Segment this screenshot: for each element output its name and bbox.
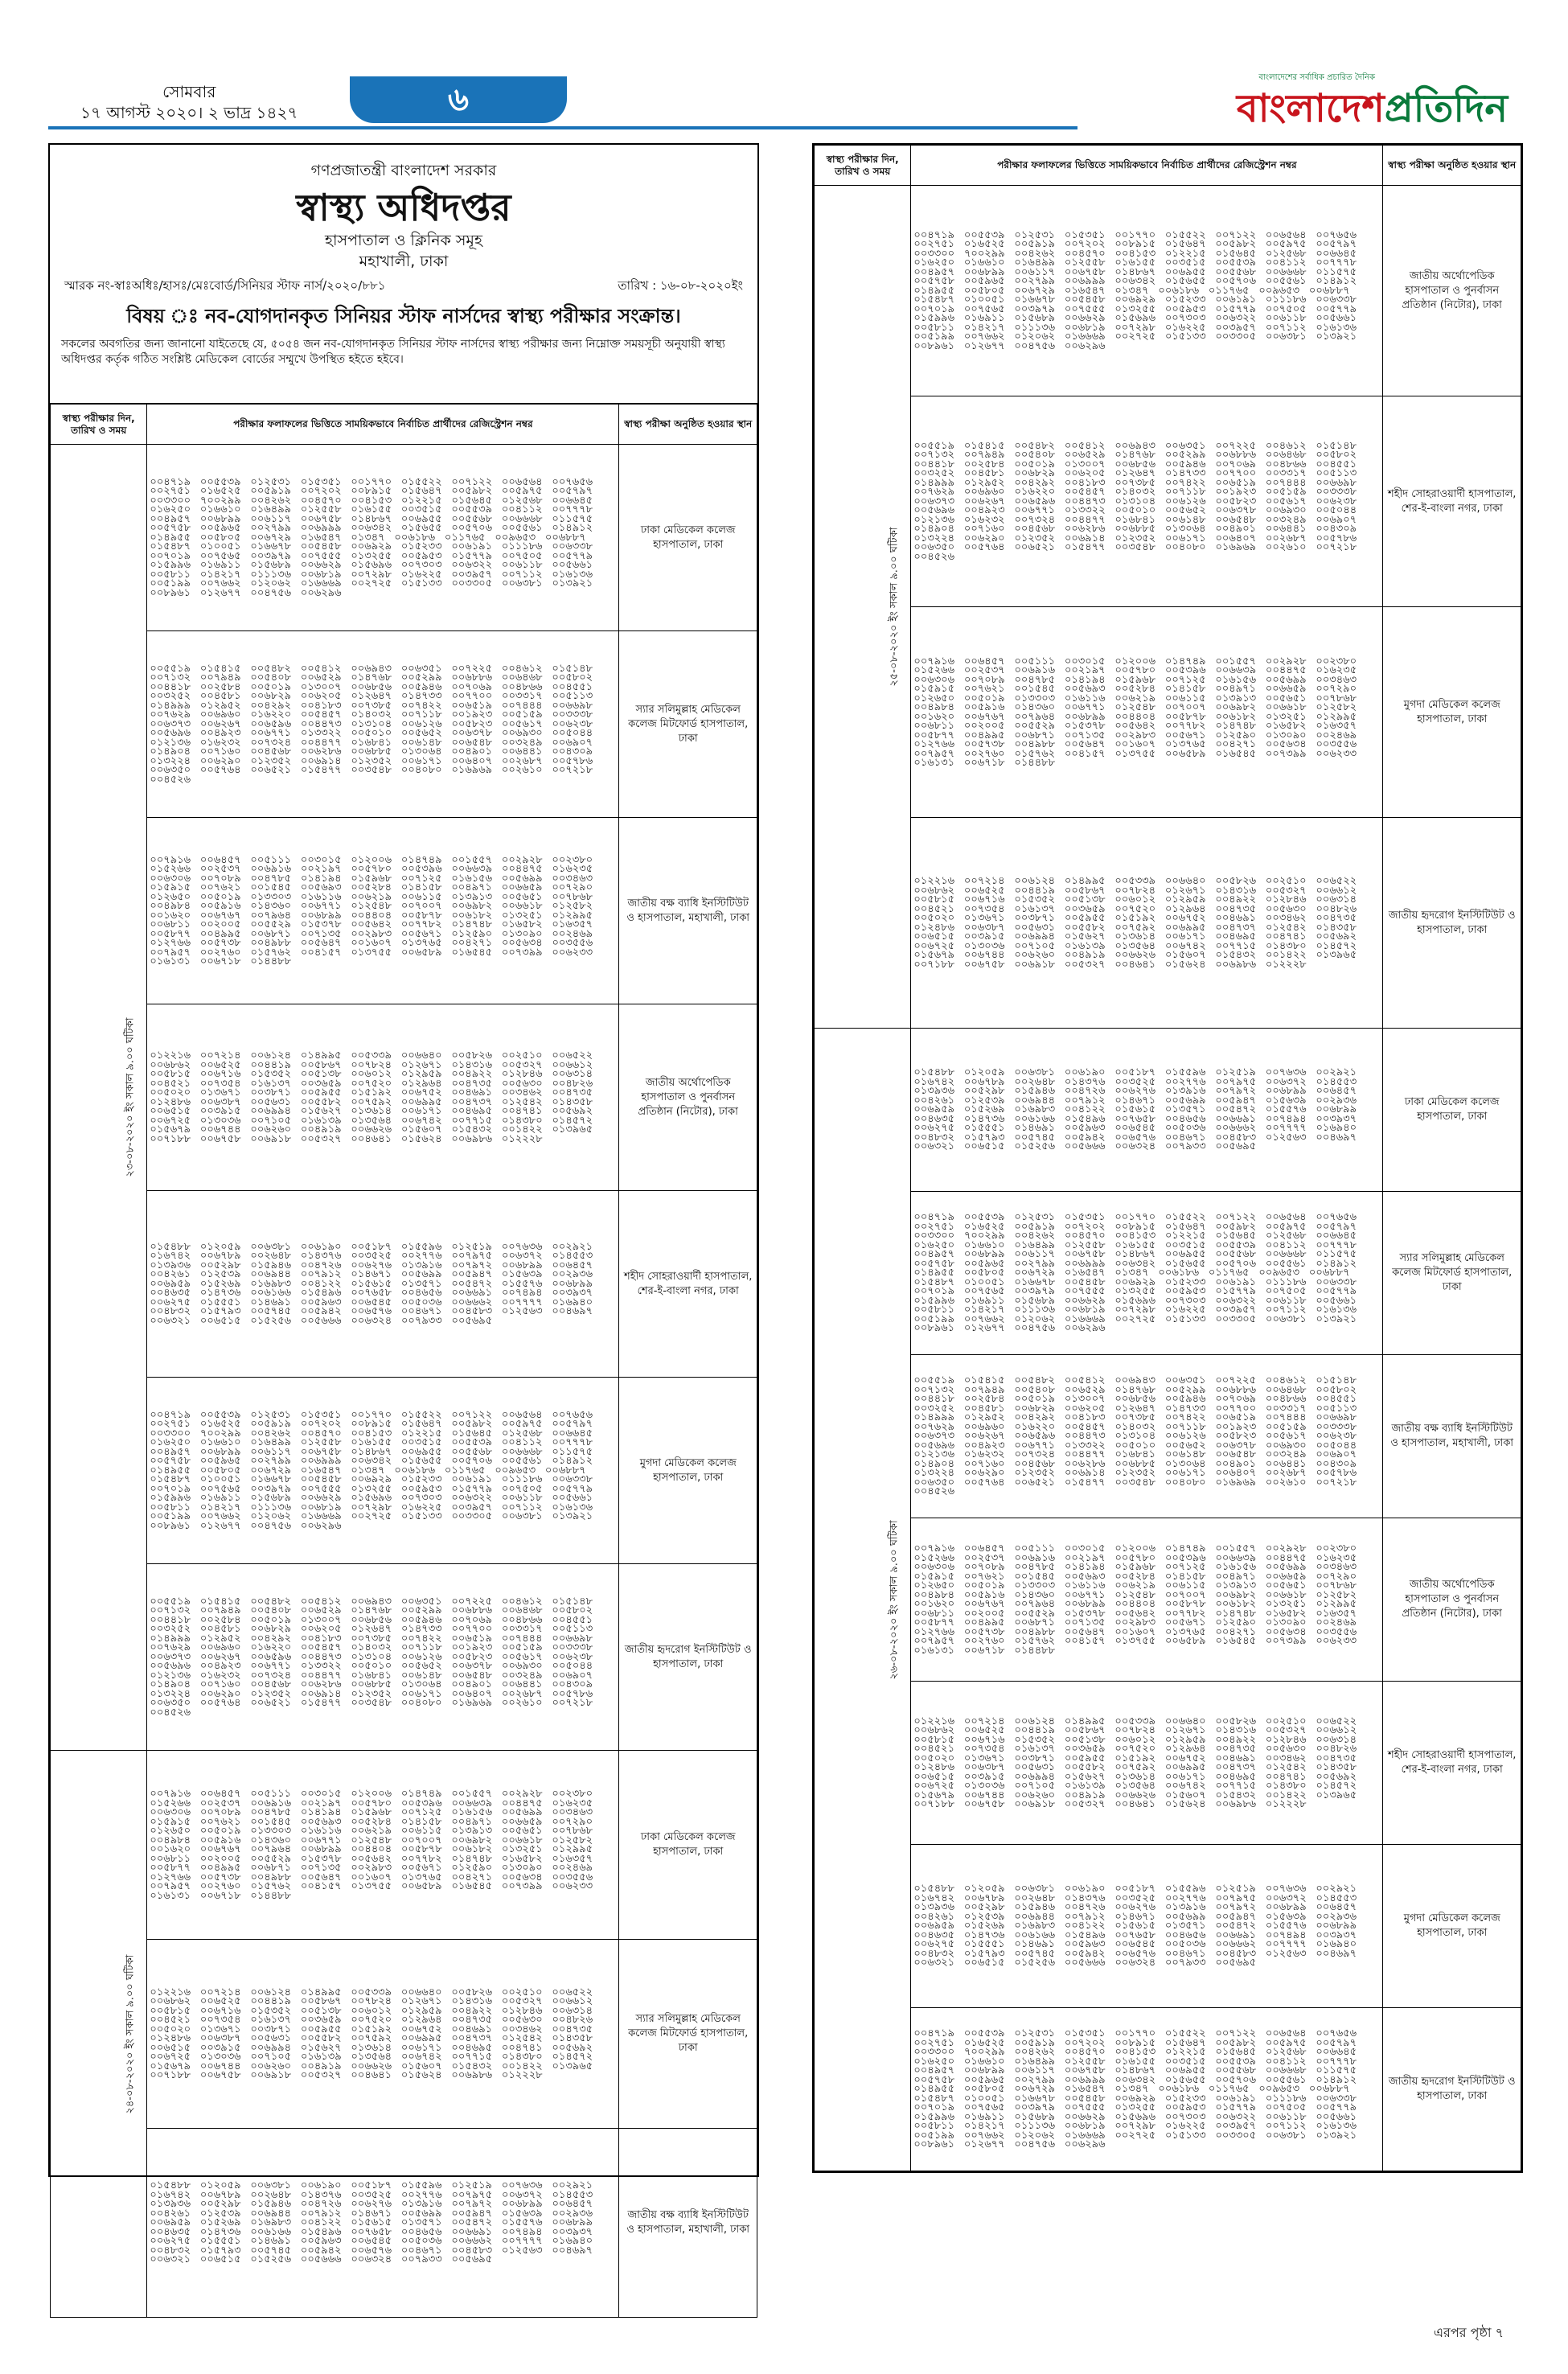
venue-cell: জাতীয় হৃদরোগ ইনস্টিটিউট ও হাসপাতাল, ঢাকা	[1383, 818, 1521, 1029]
memo-number: স্মারক নং-স্বাঃঅধিঃ/হাসঃ/মেঃবোর্ড/সিনিয়র স্টাফ নার্স/২০২০/৮৮১	[64, 278, 386, 293]
reg-number-list: ০০৭৯১৬ ০০৬৪৫৭ ০০৫১১১ ০০৩০১৫ ০১২০০৬ ০১৪৭৪৯ ০০১৫৫৭ ০০২৯২৮ ০০২৩৮০ ০১৫২৬৬ ০০২৫৩৭ ০০৬৯১৬ ০০২১৯৭ ০০৫৭৮০ ০০৫৩৯৬ ০০৬৬৩৯ ০০৪৪৭৫ ০১৬২৩৫ ০০৬৩০৬ ০০৭০৮৯ ০০৪৭৮৫ ০১৪১৯৪ ০১৫৯৬৮ ০০৭১২৫ ০১৬১৫৬ ০০৫৬৯৯ ০০৩৪৬৩ ০১৫৯১৫ ০০৭৬২১ ০০১৫৪৫ ০০৫৬৯৩ ০০৫২৮৪ ০১৪১৫৮ ০০৪৯৭১ ০০৬৬৫৯ ০০৭২৯০ ০১২৬৫০ ০০৫০১৯ ০১৩৩০৩ ০১৬১১৬ ০০৬২১৯ ০০৬১১৫ ০১৩৯১৩ ০০৫৬৫১ ০০৭৮৬৮ ০০৪৯৮৪ ০০৫৯১৬ ০১৪৩৬০ ০০৬৭৭১ ০১২৫৪৮ ০০৭০০৭ ০০৬৯৮২ ০০৬৬১৮ ০১২৫৮২ ০০১৬২০ ০০৬৭৬৭ ০০৭৯৬৪ ০০৬৮৯৯ ০০৪৪০৪ ০০৫৮৭৮ ০০৬১৮২ ০১৩২৫১ ০১২৯৯৫ ০০৬৮১১ ০০২০০৫ ০০৫৫২৯ ০১৫৩৭৮ ০০৫৬৪২ ০০৭৭৮২ ০১৪৭৪৮ ০১৬৫৮২ ০১৬৩৫৭ ০০৫৮৭৭ ০০৪৯৯৫ ০০৬৮৭১ ০০৭১৩৫ ০০২৯৮৩ ০০৫৬৭১ ০১২৫৯০ ০১৩০৯০ ০০২৪৬৯ ০১২৭৬৬ ০০৫৭৩৮ ০০৪৯৮৮ ০০৫৬৪৭ ০০১৬০৭ ০১৩৭৬৫ ০০৪২৭১ ০০৫৬৩৪ ০০৩৫৫৬ ০০৭৯৫৭ ০০২৭৬০ ০১৫৭৬২ ০০৪১৫৭ ০১৩৭৫৫ ০০৬৫৮৯ ০১৬৫৪৫ ০০৭৩৯৯ ০০৬২৩৩ ০১৬১৩১ ০০৬৭১৮ ০১৪৪৮৮	[147, 818, 619, 1004]
exam-date-cell: ২৪-০৮-২০২০ ইং সকাল ৯.০০ ঘটিকা	[51, 1751, 147, 2318]
reg-number-list: ০১২২১৬ ০০৭২১৪ ০০৬১২৪ ০১৪৯৯৫ ০০৫৩৩৯ ০০৬৬৪০ ০০৫৮২৬ ০০২৫১০ ০০৬৫২২ ০০৬৮৬২ ০০৬৫২৫ ০০৪৪১৯ ০০৫৮৬৭ ০০৭৮২৪ ০১২৬৭১ ০১৪৩১৬ ০০৫৩২৭ ০০৬৬১২ ০০৫৮১৫ ০০৬৭১৬ ০১৫৩৫২ ০০৫১৩৮ ০০৬০১২ ০১২৯৫৯ ০০৪৯২২ ০১২৮৪৬ ০০৬৩১৪ ০০৪৫২১ ০০৭৩৫৪ ০১৬১৩৭ ০০৩৬৫৯ ০০৭৫২০ ০১২৯৬৪ ০০৪৭৩৫ ০০৫৬৩০ ০০৪৮২৬ ০০৫০২০ ০১৩৬৭১ ০০৩৮৭১ ০০৫৯৫৫ ০১৫১৯২ ০০৬৭৫২ ০০৪৬৯১ ০০৩৪৬২ ০০৪৭৩৫ ০১২৪৮৬ ০০৬৩৮৭ ০০৫৬৩১ ০০৫৫৮২ ০০৭৫৯২ ০০৬৯৯৫ ০০৪৭৩৭ ০১২৫৪২ ০১৪৩৫৮ ০০৬৫১৫ ০০৩৯১৫ ০০৬৯৯৪ ০১৫৬২৭ ০১৩৬১৪ ০০৬১৭১ ০০৪৬৯৫ ০০৪৭৪১ ০০৫৬৯২ ০০৬৭২৫ ০১৩০৩৬ ০০৭১০৫ ০১৬১৩৯ ০১৩৫৬৪ ০০৬৭৪২ ০০৭৭১৫ ০১৪৩৮০ ০১৪৫৭২ ০১৫৬৭৯ ০০৬৭৪৪ ০০৬২৬০ ০০৪৯১৯ ০০৬৬২৬ ০১৫৬০৭ ০১৫৪৩২ ০০১৪২২ ০১৩৯৬৫ ০০৭১৮৮ ০০৬৭৫৮ ০০৬৯১৮ ০০৫৩২৭ ০০৪৬৪১ ০১৫৬২৪ ০০৬৯৮৬ ০১২২২৮	[911, 818, 1383, 1029]
schedule-table-left	[50, 404, 757, 2318]
reg-number-list: ০০৫৫১৯ ০১৫৪১৫ ০০৫৪৮২ ০০৫৪১২ ০০৬৯৪৩ ০০৬৩৫১ ০০৭২২৫ ০০৪৬১২ ০১৫১৪৮ ০০৭১৩২ ০০৭৯৪৯ ০০৫৪০৮ ০০৬৫২৯ ০১৪৭৬৮ ০০৫২৯৯ ০০৬৮৮৬ ০০৬৪৬৮ ০০৫৮০২ ০০৪৪১৮ ০০২৫৮৪ ০০৫০১৯ ০১৩০০৭ ০০৬৮৫৬ ০০৫৯৪৬ ০০৭০৬৯ ০০৪৮৬৬ ০০৪৫৫১ ০০৩২৫২ ০০৪৫৮১ ০০৬৮২৯ ০০৬২০৫ ০১২৬৪৭ ০১৪৭৩৩ ০০৭৭০০ ০০৩৩১৭ ০০৫১১৩ ০১৪৯৯৯ ০১২৯৫২ ০০৪২৯২ ০০৪১৮৩ ০০৭৩৮৫ ০০৭৪২২ ০০৬৫১৯ ০০৭৪৪৪ ০০৬৬৯৮ ০০৭৬২৯ ০০৬৯৬০ ০১৬২২০ ০০৫৪৫৭ ০১৪০৩২ ০০৭১১৮ ০০১৯২৩ ০০৫১৫৯ ০০৩৩৩৮ ০০৬৩৭৩ ০০৬২৬৭ ০০৬৫৯৬ ০০৪৪৭৩ ০১৩১০৪ ০০৬১২৬ ০০৫৮২৩ ০০৫৬১৭ ০০৬২৩৮ ০০৫৬৯৬ ০০৪৯২৩ ০০৬৭৭১ ০১৩৩২২ ০০৫০১০ ০০৫৬৫২ ০০৬৩৭৮ ০০৬৯৩০ ০০৫০৪৪ ০১২১৩৬ ০১৬২৩২ ০০৭৩২৪ ০০৪৪৭৭ ০১৬৮৪১ ০০৬১৪৮ ০০৬৫৪৮ ০০৩২৪৯ ০০৬৯০৭ ০১৪৯০৪ ০০৭১৬০ ০০৪৫৬৮ ০০৬২৮৬ ০০৬৮৮৫ ০১৩০৬৪ ০০৪৯০১ ০০৬৪৪১ ০০৪৩০৯ ০১৩২২৪ ০০৬২৯০ ০১২৩৫২ ০০৬৯১৪ ০১২৩৫২ ০০৬১৭১ ০০৬৪০৭ ০০২৬৮৭ ০০৫৭৮৬ ০০৬৩৫০ ০০৫৭৬৪ ০০৬৫২১ ০১৫৪৭৭ ০০৩৫৪৮ ০০৪০৮০ ০১৬৯৬৯ ০০২৬১০ ০০৭২১৮ ০০৪৫২৬	[911, 396, 1383, 607]
venue-cell: মুগদা মেডিকেল কলেজ হাসপাতাল, ঢাকা	[619, 1378, 757, 1564]
header-reg-numbers: পরীক্ষার ফলাফলের ভিত্তিতে সাময়িকভাবে নির্বাচিত প্রার্থীদের রেজিস্ট্রেশন নম্বর	[911, 146, 1383, 186]
venue-cell: মুগদা মেডিকেল কলেজ হাসপাতাল, ঢাকা	[1383, 1845, 1521, 2008]
reg-number-list: ০১২২১৬ ০০৭২১৪ ০০৬১২৪ ০১৪৯৯৫ ০০৫৩৩৯ ০০৬৬৪০ ০০৫৮২৬ ০০২৫১০ ০০৬৫২২ ০০৬৮৬২ ০০৬৫২৫ ০০৪৪১৯ ০০৫৮৬৭ ০০৭৮২৪ ০১২৬৭১ ০১৪৩১৬ ০০৫৩২৭ ০০৬৬১২ ০০৫৮১৫ ০০৬৭১৬ ০১৫৩৫২ ০০৫১৩৮ ০০৬০১২ ০১২৯৫৯ ০০৪৯২২ ০১২৮৪৬ ০০৬৩১৪ ০০৪৫২১ ০০৭৩৫৪ ০১৬১৩৭ ০০৩৬৫৯ ০০৭৫২০ ০১২৯৬৪ ০০৪৭৩৫ ০০৫৬৩০ ০০৪৮২৬ ০০৫০২০ ০১৩৬৭১ ০০৩৮৭১ ০০৫৯৫৫ ০১৫১৯২ ০০৬৭৫২ ০০৪৬৯১ ০০৩৪৬২ ০০৪৭৩৫ ০১২৪৮৬ ০০৬৩৮৭ ০০৫৬৩১ ০০৫৫৮২ ০০৭৫৯২ ০০৬৯৯৫ ০০৪৭৩৭ ০১২৫৪২ ০১৪৩৫৮ ০০৬৫১৫ ০০৩৯১৫ ০০৬৯৯৪ ০১৫৬২৭ ০১৩৬১৪ ০০৬১৭১ ০০৪৬৯৫ ০০৪৭৪১ ০০৫৬৯২ ০০৬৭২৫ ০১৩০৩৬ ০০৭১০৫ ০১৬১৩৯ ০১৩৫৬৪ ০০৬৭৪২ ০০৭৭১৫ ০১৪৩৮০ ০১৪৫৭২ ০১৫৬৭৯ ০০৬৭৪৪ ০০৬২৬০ ০০৪৯১৯ ০০৬৬২৬ ০১৫৬০৭ ০১৫৪৩২ ০০১৪২২ ০১৩৯৬৫ ০০৭১৮৮ ০০৬৭৫৮ ০০৬৯১৮ ০০৫৩২৭ ০০৪৬৪১ ০১৫৬২৪ ০০৬৯৮৬ ০১২২২৮	[147, 1940, 619, 2129]
exam-date-cell: ২৩-০৮-২০২০ ইং সকাল ৯.০০ ঘটিকা	[51, 445, 147, 1751]
venue-cell: ঢাকা মেডিকেল কলেজ হাসপাতাল, ঢাকা	[619, 1751, 757, 1940]
reg-number-list: ০১৫৪৮৮ ০১২০৫৯ ০০৬৩৮১ ০০৬১৯০ ০০৫১৮৭ ০১৫৫৯৬ ০১২৫১৯ ০০৭৬৩৬ ০০২৯২১ ০১৬৭৪২ ০০৬৭৮৯ ০০২৬৪৮ ০১৪৩৭৬ ০০৩৫২৫ ০০২৭৭৬ ০০৭৯৭৫ ০০৬৩৭২ ০১৪৫৫৩ ০১৩৯৩৬ ০০৫২৯৮ ০১৫৯৪৬ ০০৪৭২৬ ০০৬২৭৬ ০১৩৯১৬ ০০৭৯৭২ ০০৬৮৯৯ ০০৬৪৫৭ ০০৪২৬১ ০১২৫৩৯ ০০৬৯৪৪ ০০৭৯১২ ০১৪৬৭১ ০০৫৬৯৯ ০০৫৯৪৭ ০১৫৬৩৯ ০০২৯৩৬ ০০৬৯৫৯ ০১৫২৬৯ ০১৬৯৮৩ ০০৪১২২ ০১৫৬১৫ ০১৩৫৭১ ০০৫৪৭২ ০১৫৫৭৬ ০০৬৮৯৯ ০০৪৬৩৫ ০১৪৭৩৬ ০০৬১৬৬ ০১৫৪৯৬ ০০৭৬৫৮ ০০৪৬৫৬ ০০৬৬৯১ ০০৭৪৯৪ ০০৩৯৩৭ ০০৬২৭৫ ০১৫৫৫১ ০১৪৬৯১ ০০৫৯৬৩ ০০৬৫৪৫ ০০৫০৩৬ ০০৬৬৬২ ০০৭৭৭৭ ০১৬৯৪০ ০০৪৮৩২ ০১৫৭৯৩ ০০৫৭৪৫ ০০৫৯৪২ ০০৬৫৭৬ ০০৪৬৭১ ০০৪৫৮৩ ০১২৫৬৩ ০০৪৬৯৭ ০০৬৩২১ ০০৬৫১৫ ০১৫২৫৬ ০০৫৬৬৬ ০০৬৩২৪ ০০৭৯৩৩ ০০৫৬৯৫	[147, 1191, 619, 1378]
venue-cell: জাতীয় বক্ষ ব্যাধি ইনস্টিটিউট ও হাসপাতাল, মহাখালী, ঢাকা	[619, 2129, 757, 2318]
venue-cell: জাতীয় বক্ষ ব্যাধি ইনস্টিটিউট ও হাসপাতাল, মহাখালী, ঢাকা	[619, 818, 757, 1004]
header-date: স্বাস্থ্য পরীক্ষার দিন, তারিখ ও সময়	[815, 146, 911, 186]
reg-number-list: ০১২২১৬ ০০৭২১৪ ০০৬১২৪ ০১৪৯৯৫ ০০৫৩৩৯ ০০৬৬৪০ ০০৫৮২৬ ০০২৫১০ ০০৬৫২২ ০০৬৮৬২ ০০৬৫২৫ ০০৪৪১৯ ০০৫৮৬৭ ০০৭৮২৪ ০১২৬৭১ ০১৪৩১৬ ০০৫৩২৭ ০০৬৬১২ ০০৫৮১৫ ০০৬৭১৬ ০১৫৩৫২ ০০৫১৩৮ ০০৬০১২ ০১২৯৫৯ ০০৪৯২২ ০১২৮৪৬ ০০৬৩১৪ ০০৪৫২১ ০০৭৩৫৪ ০১৬১৩৭ ০০৩৬৫৯ ০০৭৫২০ ০১২৯৬৪ ০০৪৭৩৫ ০০৫৬৩০ ০০৪৮২৬ ০০৫০২০ ০১৩৬৭১ ০০৩৮৭১ ০০৫৯৫৫ ০১৫১৯২ ০০৬৭৫২ ০০৪৬৯১ ০০৩৪৬২ ০০৪৭৩৫ ০১২৪৮৬ ০০৬৩৮৭ ০০৫৬৩১ ০০৫৫৮২ ০০৭৫৯২ ০০৬৯৯৫ ০০৪৭৩৭ ০১২৫৪২ ০১৪৩৫৮ ০০৬৫১৫ ০০৩৯১৫ ০০৬৯৯৪ ০১৫৬২৭ ০১৩৬১৪ ০০৬১৭১ ০০৪৬৯৫ ০০৪৭৪১ ০০৫৬৯২ ০০৬৭২৫ ০১৩০৩৬ ০০৭১০৫ ০১৬১৩৯ ০১৩৫৬৪ ০০৬৭৪২ ০০৭৭১৫ ০১৪৩৮০ ০১৪৫৭২ ০১৫৬৭৯ ০০৬৭৪৪ ০০৬২৬০ ০০৪৯১৯ ০০৬৬২৬ ০১৫৬০৭ ০১৫৪৩২ ০০১৪২২ ০১৩৯৬৫ ০০৭১৮৮ ০০৬৭৫৮ ০০৬৯১৮ ০০৫৩২৭ ০০৪৬৪১ ০১৫৬২৪ ০০৬৯৮৬ ০১২২২৮	[911, 1682, 1383, 1845]
exam-date-cell: ২৬-০৮-২০২০ ইং সকাল ৯.০০ ঘটিকা	[815, 1029, 911, 2171]
issue-date: সোমবার ১৭ আগস্ট ২০২০। ২ ভাদ্র ১৪২৭	[80, 82, 298, 122]
reg-number-list: ০০৪৭১৯ ০০৫৫৩৯ ০১২৫৩১ ০১৫৩৫১ ০০১৭৭০ ০১৫৫২২ ০০৭১২২ ০০৬৫৬৪ ০০৭৬৫৬ ০০২৭৫১ ০১৬৫২৫ ০০৫৯১৯ ০০৭২০২ ০০৮৯১৫ ০১৫৬৪৭ ০০৫৯৮২ ০০৫৯৭৫ ০০৫৭৯৭ ০০৩৩০০ ৭০০২৯৯ ০০৪২৬২ ০০৪৫৭০ ০০৪১৫৩ ০১২২১৫ ০১৫৬৪৫ ০১২৫৬৮ ০০৬৬৪৫ ০১৬২৫০ ০১৬৬১০ ০১৬৪৯৯ ০১২৫৫৮ ০১৬১৫৫ ০০৩৫১৫ ০০৫৫৩৯ ০০৪১১২ ০০৭৭৭৮ ০০৪৯৫৭ ০০৬৮৯৯ ০০৬১১৭ ০০৬৭৫৮ ০১৪৮৬৭ ০০৬৯৫৫ ০০৫৫৬৮ ০০৬৬৬৮ ০১১৫৭৫ ০০৫৭৫৮ ০০৫৯৬৫ ০০২৭৯৯ ০০৬৯৯৯ ০০৬৩৪২ ০১৫৬৫৫ ০০৫৭০৬ ০০৫৫৬১ ০১৪৯১২ ০১৪৯৫৫ ০০৫৮০৫ ০০৬৭২৯ ০১৬৫৪৭ ০১৩৪৭ ০০৬১৮৬ ০১১৭৬৫ ০০৯৬৫৩ ০০৬৮৮৭ ০১৫৪৮৭ ০১০০৫১ ০১৬৬৭৮ ০০৫৪৫৮ ০০৬৯২৯ ০১৫২৩৩ ০০৬১৯১ ০১১১৮৬ ০০৬৩৩৮ ০০৭০১৯ ০০৭৫৬৫ ০০৩৯৭৯ ০০৭৫৫৫ ০১৩২৫৫ ০০৫৯৫৩ ০১৫৭৭৯ ০০৭৫০৫ ০০৫৭৭৯ ০১৫৯৯৬ ০১৬৯১১ ০১৫৬৮৯ ০০৬৬২৯ ০১৫৬৯৬ ০০৭৩০৩ ০০৬৩২২ ০০৬১১৮ ০০৫৬৬১ ০০৫৮১১ ০১৪২১৭ ০১১১৩৬ ০০৬৮১৯ ০০৭২৯৮ ০১৬২২৫ ০০৩৯৫৭ ০০৭১১২ ০১৬১৩৬ ০০৫১৯৯ ০০৭৬৬২ ০১২০৬২ ০১৬৬৬৯ ০০২৭২৫ ০১৫১৩৩ ০০৩৩০৫ ০০৬৩৮১ ০১৩৯২১ ০০৮৯৬১ ০১২৬৭৭ ০০৪৭৫৬ ০০৬২৯৬	[147, 1378, 619, 1564]
venue-cell: স্যার সলিমুল্লাহ মেডিকেল কলেজ মিটফোর্ড হাসপাতাল, ঢাকা	[619, 1940, 757, 2129]
reg-number-list: ০০৭৯১৬ ০০৬৪৫৭ ০০৫১১১ ০০৩০১৫ ০১২০০৬ ০১৪৭৪৯ ০০১৫৫৭ ০০২৯২৮ ০০২৩৮০ ০১৫২৬৬ ০০২৫৩৭ ০০৬৯১৬ ০০২১৯৭ ০০৫৭৮০ ০০৫৩৯৬ ০০৬৬৩৯ ০০৪৪৭৫ ০১৬২৩৫ ০০৬৩০৬ ০০৭০৮৯ ০০৪৭৮৫ ০১৪১৯৪ ০১৫৯৬৮ ০০৭১২৫ ০১৬১৫৬ ০০৫৬৯৯ ০০৩৪৬৩ ০১৫৯১৫ ০০৭৬২১ ০০১৫৪৫ ০০৫৬৯৩ ০০৫২৮৪ ০১৪১৫৮ ০০৪৯৭১ ০০৬৬৫৯ ০০৭২৯০ ০১২৬৫০ ০০৫০১৯ ০১৩৩০৩ ০১৬১১৬ ০০৬২১৯ ০০৬১১৫ ০১৩৯১৩ ০০৫৬৫১ ০০৭৮৬৮ ০০৪৯৮৪ ০০৫৯১৬ ০১৪৩৬০ ০০৬৭৭১ ০১২৫৪৮ ০০৭০০৭ ০০৬৯৮২ ০০৬৬১৮ ০১২৫৮২ ০০১৬২০ ০০৬৭৬৭ ০০৭৯৬৪ ০০৬৮৯৯ ০০৪৪০৪ ০০৫৮৭৮ ০০৬১৮২ ০১৩২৫১ ০১২৯৯৫ ০০৬৮১১ ০০২০০৫ ০০৫৫২৯ ০১৫৩৭৮ ০০৫৬৪২ ০০৭৭৮২ ০১৪৭৪৮ ০১৬৫৮২ ০১৬৩৫৭ ০০৫৮৭৭ ০০৪৯৯৫ ০০৬৮৭১ ০০৭১৩৫ ০০২৯৮৩ ০০৫৬৭১ ০১২৫৯০ ০১৩০৯০ ০০২৪৬৯ ০১২৭৬৬ ০০৫৭৩৮ ০০৪৯৮৮ ০০৫৬৪৭ ০০১৬০৭ ০১৩৭৬৫ ০০৪২৭১ ০০৫৬৩৪ ০০৩৫৫৬ ০০৭৯৫৭ ০০২৭৬০ ০১৫৭৬২ ০০৪১৫৭ ০১৩৭৫৫ ০০৬৫৮৯ ০১৬৫৪৫ ০০৭৩৯৯ ০০৬২৩৩ ০১৬১৩১ ০০৬৭১৮ ০১৪৪৮৮	[147, 1751, 619, 1940]
exam-date-cell: ২৫-০৮-২০২০ ইং সকাল ৯.০০ ঘটিকা	[815, 186, 911, 1029]
venue-cell: শহীদ সোহরাওয়ার্দী হাসপাতাল, শের-ই-বাংলা নগর, ঢাকা	[1383, 1682, 1521, 1845]
venue-cell: জাতীয় হৃদরোগ ইনস্টিটিউট ও হাসপাতাল, ঢাকা	[619, 1564, 757, 1751]
notice-subject: বিষয় ঃ নব-যোগদানকৃত সিনিয়র স্টাফ নার্সদের স্বাস্থ্য পরীক্ষার সংক্রান্ত।	[126, 305, 681, 327]
reg-number-list: ০০৪৭১৯ ০০৫৫৩৯ ০১২৫৩১ ০১৫৩৫১ ০০১৭৭০ ০১৫৫২২ ০০৭১২২ ০০৬৫৬৪ ০০৭৬৫৬ ০০২৭৫১ ০১৬৫২৫ ০০৫৯১৯ ০০৭২০২ ০০৮৯১৫ ০১৫৬৪৭ ০০৫৯৮২ ০০৫৯৭৫ ০০৫৭৯৭ ০০৩৩০০ ৭০০২৯৯ ০০৪২৬২ ০০৪৫৭০ ০০৪১৫৩ ০১২২১৫ ০১৫৬৪৫ ০১২৫৬৮ ০০৬৬৪৫ ০১৬২৫০ ০১৬৬১০ ০১৬৪৯৯ ০১২৫৫৮ ০১৬১৫৫ ০০৩৫১৫ ০০৫৫৩৯ ০০৪১১২ ০০৭৭৭৮ ০০৪৯৫৭ ০০৬৮৯৯ ০০৬১১৭ ০০৬৭৫৮ ০১৪৮৬৭ ০০৬৯৫৫ ০০৫৫৬৮ ০০৬৬৬৮ ০১১৫৭৫ ০০৫৭৫৮ ০০৫৯৬৫ ০০২৭৯৯ ০০৬৯৯৯ ০০৬৩৪২ ০১৫৬৫৫ ০০৫৭০৬ ০০৫৫৬১ ০১৪৯১২ ০১৪৯৫৫ ০০৫৮০৫ ০০৬৭২৯ ০১৬৫৪৭ ০১৩৪৭ ০০৬১৮৬ ০১১৭৬৫ ০০৯৬৫৩ ০০৬৮৮৭ ০১৫৪৮৭ ০১০০৫১ ০১৬৬৭৮ ০০৫৪৫৮ ০০৬৯২৯ ০১৫২৩৩ ০০৬১৯১ ০১১১৮৬ ০০৬৩৩৮ ০০৭০১৯ ০০৭৫৬৫ ০০৩৯৭৯ ০০৭৫৫৫ ০১৩২৫৫ ০০৫৯৫৩ ০১৫৭৭৯ ০০৭৫০৫ ০০৫৭৭৯ ০১৫৯৯৬ ০১৬৯১১ ০১৫৬৮৯ ০০৬৬২৯ ০১৫৬৯৬ ০০৭৩০৩ ০০৬৩২২ ০০৬১১৮ ০০৫৬৬১ ০০৫৮১১ ০১৪২১৭ ০১১১৩৬ ০০৬৮১৯ ০০৭২৯৮ ০১৬২২৫ ০০৩৯৫৭ ০০৭১১২ ০১৬১৩৬ ০০৫১৯৯ ০০৭৬৬২ ০১২০৬২ ০১৬৬৬৯ ০০২৭২৫ ০১৫১৩৩ ০০৩৩০৫ ০০৬৩৮১ ০১৩৯২১ ০০৮৯৬১ ০১২৬৭৭ ০০৪৭৫৬ ০০৬২৯৬	[911, 186, 1383, 396]
reg-number-list: ০১৫৪৮৮ ০১২০৫৯ ০০৬৩৮১ ০০৬১৯০ ০০৫১৮৭ ০১৫৫৯৬ ০১২৫১৯ ০০৭৬৩৬ ০০২৯২১ ০১৬৭৪২ ০০৬৭৮৯ ০০২৬৪৮ ০১৪৩৭৬ ০০৩৫২৫ ০০২৭৭৬ ০০৭৯৭৫ ০০৬৩৭২ ০১৪৫৫৩ ০১৩৯৩৬ ০০৫২৯৮ ০১৫৯৪৬ ০০৪৭২৬ ০০৬২৭৬ ০১৩৯১৬ ০০৭৯৭২ ০০৬৮৯৯ ০০৬৪৫৭ ০০৪২৬১ ০১২৫৩৯ ০০৬৯৪৪ ০০৭৯১২ ০১৪৬৭১ ০০৫৬৯৯ ০০৫৯৪৭ ০১৫৬৩৯ ০০২৯৩৬ ০০৬৯৫৯ ০১৫২৬৯ ০১৬৯৮৩ ০০৪১২২ ০১৫৬১৫ ০১৩৫৭১ ০০৫৪৭২ ০১৫৫৭৬ ০০৬৮৯৯ ০০৪৬৩৫ ০১৪৭৩৬ ০০৬১৬৬ ০১৫৪৯৬ ০০৭৬৫৮ ০০৪৬৫৬ ০০৬৬৯১ ০০৭৪৯৪ ০০৩৯৩৭ ০০৬২৭৫ ০১৫৫৫১ ০১৪৬৯১ ০০৫৯৬৩ ০০৬৫৪৫ ০০৫০৩৬ ০০৬৬৬২ ০০৭৭৭৭ ০১৬৯৪০ ০০৪৮৩২ ০১৫৭৯৩ ০০৫৭৪৫ ০০৫৯৪২ ০০৬৫৭৬ ০০৪৬৭১ ০০৪৫৮৩ ০১২৫৬৩ ০০৪৬৯৭ ০০৬৩২১ ০০৬৫১৫ ০১৫২৫৬ ০০৫৬৬৬ ০০৬৩২৪ ০০৭৯৩৩ ০০৫৬৯৫	[911, 1029, 1383, 1192]
venue-cell: স্যার সলিমুল্লাহ মেডিকেল কলেজ মিটফোর্ড হাসপাতাল, ঢাকা	[619, 631, 757, 818]
reg-number-list: ০০৭৯১৬ ০০৬৪৫৭ ০০৫১১১ ০০৩০১৫ ০১২০০৬ ০১৪৭৪৯ ০০১৫৫৭ ০০২৯২৮ ০০২৩৮০ ০১৫২৬৬ ০০২৫৩৭ ০০৬৯১৬ ০০২১৯৭ ০০৫৭৮০ ০০৫৩৯৬ ০০৬৬৩৯ ০০৪৪৭৫ ০১৬২৩৫ ০০৬৩০৬ ০০৭০৮৯ ০০৪৭৮৫ ০১৪১৯৪ ০১৫৯৬৮ ০০৭১২৫ ০১৬১৫৬ ০০৫৬৯৯ ০০৩৪৬৩ ০১৫৯১৫ ০০৭৬২১ ০০১৫৪৫ ০০৫৬৯৩ ০০৫২৮৪ ০১৪১৫৮ ০০৪৯৭১ ০০৬৬৫৯ ০০৭২৯০ ০১২৬৫০ ০০৫০১৯ ০১৩৩০৩ ০১৬১১৬ ০০৬২১৯ ০০৬১১৫ ০১৩৯১৩ ০০৫৬৫১ ০০৭৮৬৮ ০০৪৯৮৪ ০০৫৯১৬ ০১৪৩৬০ ০০৬৭৭১ ০১২৫৪৮ ০০৭০০৭ ০০৬৯৮২ ০০৬৬১৮ ০১২৫৮২ ০০১৬২০ ০০৬৭৬৭ ০০৭৯৬৪ ০০৬৮৯৯ ০০৪৪০৪ ০০৫৮৭৮ ০০৬১৮২ ০১৩২৫১ ০১২৯৯৫ ০০৬৮১১ ০০২০০৫ ০০৫৫২৯ ০১৫৩৭৮ ০০৫৬৪২ ০০৭৭৮২ ০১৪৭৪৮ ০১৬৫৮২ ০১৬৩৫৭ ০০৫৮৭৭ ০০৪৯৯৫ ০০৬৮৭১ ০০৭১৩৫ ০০২৯৮৩ ০০৫৬৭১ ০১২৫৯০ ০১৩০৯০ ০০২৪৬৯ ০১২৭৬৬ ০০৫৭৩৮ ০০৪৯৮৮ ০০৫৬৪৭ ০০১৬০৭ ০১৩৭৬৫ ০০৪২৭১ ০০৫৬৩৪ ০০৩৫৫৬ ০০৭৯৫৭ ০০২৭৬০ ০১৫৭৬২ ০০৪১৫৭ ০১৩৭৫৫ ০০৬৫৮৯ ০১৬৫৪৫ ০০৭৩৯৯ ০০৬২৩৩ ০১৬১৩১ ০০৬৭১৮ ০১৪৪৮৮	[911, 607, 1383, 818]
reg-number-list: ০০৪৭১৯ ০০৫৫৩৯ ০১২৫৩১ ০১৫৩৫১ ০০১৭৭০ ০১৫৫২২ ০০৭১২২ ০০৬৫৬৪ ০০৭৬৫৬ ০০২৭৫১ ০১৬৫২৫ ০০৫৯১৯ ০০৭২০২ ০০৮৯১৫ ০১৫৬৪৭ ০০৫৯৮২ ০০৫৯৭৫ ০০৫৭৯৭ ০০৩৩০০ ৭০০২৯৯ ০০৪২৬২ ০০৪৫৭০ ০০৪১৫৩ ০১২২১৫ ০১৫৬৪৫ ০১২৫৬৮ ০০৬৬৪৫ ০১৬২৫০ ০১৬৬১০ ০১৬৪৯৯ ০১২৫৫৮ ০১৬১৫৫ ০০৩৫১৫ ০০৫৫৩৯ ০০৪১১২ ০০৭৭৭৮ ০০৪৯৫৭ ০০৬৮৯৯ ০০৬১১৭ ০০৬৭৫৮ ০১৪৮৬৭ ০০৬৯৫৫ ০০৫৫৬৮ ০০৬৬৬৮ ০১১৫৭৫ ০০৫৭৫৮ ০০৫৯৬৫ ০০২৭৯৯ ০০৬৯৯৯ ০০৬৩৪২ ০১৫৬৫৫ ০০৫৭০৬ ০০৫৫৬১ ০১৪৯১২ ০১৪৯৫৫ ০০৫৮০৫ ০০৬৭২৯ ০১৬৫৪৭ ০১৩৪৭ ০০৬১৮৬ ০১১৭৬৫ ০০৯৬৫৩ ০০৬৮৮৭ ০১৫৪৮৭ ০১০০৫১ ০১৬৬৭৮ ০০৫৪৫৮ ০০৬৯২৯ ০১৫২৩৩ ০০৬১৯১ ০১১১৮৬ ০০৬৩৩৮ ০০৭০১৯ ০০৭৫৬৫ ০০৩৯৭৯ ০০৭৫৫৫ ০১৩২৫৫ ০০৫৯৫৩ ০১৫৭৭৯ ০০৭৫০৫ ০০৫৭৭৯ ০১৫৯৯৬ ০১৬৯১১ ০১৫৬৮৯ ০০৬৬২৯ ০১৫৬৯৬ ০০৭৩০৩ ০০৬৩২২ ০০৬১১৮ ০০৫৬৬১ ০০৫৮১১ ০১৪২১৭ ০১১১৩৬ ০০৬৮১৯ ০০৭২৯৮ ০১৬২২৫ ০০৩৯৫৭ ০০৭১১২ ০১৬১৩৬ ০০৫১৯৯ ০০৭৬৬২ ০১২০৬২ ০১৬৬৬৯ ০০২৭২৫ ০১৫১৩৩ ০০৩৩০৫ ০০৬৩৮১ ০১৩৯২১ ০০৮৯৬১ ০১২৬৭৭ ০০৪৭৫৬ ০০৬২৯৬	[911, 1192, 1383, 1355]
reg-number-list: ০০৫৫১৯ ০১৫৪১৫ ০০৫৪৮২ ০০৫৪১২ ০০৬৯৪৩ ০০৬৩৫১ ০০৭২২৫ ০০৪৬১২ ০১৫১৪৮ ০০৭১৩২ ০০৭৯৪৯ ০০৫৪০৮ ০০৬৫২৯ ০১৪৭৬৮ ০০৫২৯৯ ০০৬৮৮৬ ০০৬৪৬৮ ০০৫৮০২ ০০৪৪১৮ ০০২৫৮৪ ০০৫০১৯ ০১৩০০৭ ০০৬৮৫৬ ০০৫৯৪৬ ০০৭০৬৯ ০০৪৮৬৬ ০০৪৫৫১ ০০৩২৫২ ০০৪৫৮১ ০০৬৮২৯ ০০৬২০৫ ০১২৬৪৭ ০১৪৭৩৩ ০০৭৭০০ ০০৩৩১৭ ০০৫১১৩ ০১৪৯৯৯ ০১২৯৫২ ০০৪২৯২ ০০৪১৮৩ ০০৭৩৮৫ ০০৭৪২২ ০০৬৫১৯ ০০৭৪৪৪ ০০৬৬৯৮ ০০৭৬২৯ ০০৬৯৬০ ০১৬২২০ ০০৫৪৫৭ ০১৪০৩২ ০০৭১১৮ ০০১৯২৩ ০০৫১৫৯ ০০৩৩৩৮ ০০৬৩৭৩ ০০৬২৬৭ ০০৬৫৯৬ ০০৪৪৭৩ ০১৩১০৪ ০০৬১২৬ ০০৫৮২৩ ০০৫৬১৭ ০০৬২৩৮ ০০৫৬৯৬ ০০৪৯২৩ ০০৬৭৭১ ০১৩৩২২ ০০৫০১০ ০০৫৬৫২ ০০৬৩৭৮ ০০৬৯৩০ ০০৫০৪৪ ০১২১৩৬ ০১৬২৩২ ০০৭৩২৪ ০০৪৪৭৭ ০১৬৮৪১ ০০৬১৪৮ ০০৬৫৪৮ ০০৩২৪৯ ০০৬৯০৭ ০১৪৯০৪ ০০৭১৬০ ০০৪৫৬৮ ০০৬২৮৬ ০০৬৮৮৫ ০১৩০৬৪ ০০৪৯০১ ০০৬৪৪১ ০০৪৩০৯ ০১৩২২৪ ০০৬২৯০ ০১২৩৫২ ০০৬৯১৪ ০১২৩৫২ ০০৬১৭১ ০০৬৪০৭ ০০২৬৮৭ ০০৫৭৮৬ ০০৬৩৫০ ০০৫৭৬৪ ০০৬৫২১ ০১৫৪৭৭ ০০৩৫৪৮ ০০৪০৮০ ০১৬৯৬৯ ০০২৬১০ ০০৭২১৮ ০০৪৫২৬	[147, 631, 619, 818]
memo-row	[50, 272, 757, 297]
venue-cell: শহীদ সোহরাওয়ার্দী হাসপাতাল, শের-ই-বাংলা নগর, ঢাকা	[619, 1191, 757, 1378]
reg-number-list: ০০৪৭১৯ ০০৫৫৩৯ ০১২৫৩১ ০১৫৩৫১ ০০১৭৭০ ০১৫৫২২ ০০৭১২২ ০০৬৫৬৪ ০০৭৬৫৬ ০০২৭৫১ ০১৬৫২৫ ০০৫৯১৯ ০০৭২০২ ০০৮৯১৫ ০১৫৬৪৭ ০০৫৯৮২ ০০৫৯৭৫ ০০৫৭৯৭ ০০৩৩০০ ৭০০২৯৯ ০০৪২৬২ ০০৪৫৭০ ০০৪১৫৩ ০১২২১৫ ০১৫৬৪৫ ০১২৫৬৮ ০০৬৬৪৫ ০১৬২৫০ ০১৬৬১০ ০১৬৪৯৯ ০১২৫৫৮ ০১৬১৫৫ ০০৩৫১৫ ০০৫৫৩৯ ০০৪১১২ ০০৭৭৭৮ ০০৪৯৫৭ ০০৬৮৯৯ ০০৬১১৭ ০০৬৭৫৮ ০১৪৮৬৭ ০০৬৯৫৫ ০০৫৫৬৮ ০০৬৬৬৮ ০১১৫৭৫ ০০৫৭৫৮ ০০৫৯৬৫ ০০২৭৯৯ ০০৬৯৯৯ ০০৬৩৪২ ০১৫৬৫৫ ০০৫৭০৬ ০০৫৫৬১ ০১৪৯১২ ০১৪৯৫৫ ০০৫৮০৫ ০০৬৭২৯ ০১৬৫৪৭ ০১৩৪৭ ০০৬১৮৬ ০১১৭৬৫ ০০৯৬৫৩ ০০৬৮৮৭ ০১৫৪৮৭ ০১০০৫১ ০১৬৬৭৮ ০০৫৪৫৮ ০০৬৯২৯ ০১৫২৩৩ ০০৬১৯১ ০১১১৮৬ ০০৬৩৩৮ ০০৭০১৯ ০০৭৫৬৫ ০০৩৯৭৯ ০০৭৫৫৫ ০১৩২৫৫ ০০৫৯৫৩ ০১৫৭৭৯ ০০৭৫০৫ ০০৫৭৭৯ ০১৫৯৯৬ ০১৬৯১১ ০১৫৬৮৯ ০০৬৬২৯ ০১৫৬৯৬ ০০৭৩০৩ ০০৬৩২২ ০০৬১১৮ ০০৫৬৬১ ০০৫৮১১ ০১৪২১৭ ০১১১৩৬ ০০৬৮১৯ ০০৭২৯৮ ০১৬২২৫ ০০৩৯৫৭ ০০৭১১২ ০১৬১৩৬ ০০৫১৯৯ ০০৭৬৬২ ০১২০৬২ ০১৬৬৬৯ ০০২৭২৫ ০১৫১৩৩ ০০৩৩০৫ ০০৬৩৮১ ০১৩৯২১ ০০৮৯৬১ ০১২৬৭৭ ০০৪৭৫৬ ০০৬২৯৬	[911, 2008, 1383, 2171]
venue-cell: ঢাকা মেডিকেল কলেজ হাসপাতাল, ঢাকা	[1383, 1029, 1521, 1192]
masthead	[48, 73, 1520, 133]
reg-number-list: ০০৫৫১৯ ০১৫৪১৫ ০০৫৪৮২ ০০৫৪১২ ০০৬৯৪৩ ০০৬৩৫১ ০০৭২২৫ ০০৪৬১২ ০১৫১৪৮ ০০৭১৩২ ০০৭৯৪৯ ০০৫৪০৮ ০০৬৫২৯ ০১৪৭৬৮ ০০৫২৯৯ ০০৬৮৮৬ ০০৬৪৬৮ ০০৫৮০২ ০০৪৪১৮ ০০২৫৮৪ ০০৫০১৯ ০১৩০০৭ ০০৬৮৫৬ ০০৫৯৪৬ ০০৭০৬৯ ০০৪৮৬৬ ০০৪৫৫১ ০০৩২৫২ ০০৪৫৮১ ০০৬৮২৯ ০০৬২০৫ ০১২৬৪৭ ০১৪৭৩৩ ০০৭৭০০ ০০৩৩১৭ ০০৫১১৩ ০১৪৯৯৯ ০১২৯৫২ ০০৪২৯২ ০০৪১৮৩ ০০৭৩৮৫ ০০৭৪২২ ০০৬৫১৯ ০০৭৪৪৪ ০০৬৬৯৮ ০০৭৬২৯ ০০৬৯৬০ ০১৬২২০ ০০৫৪৫৭ ০১৪০৩২ ০০৭১১৮ ০০১৯২৩ ০০৫১৫৯ ০০৩৩৩৮ ০০৬৩৭৩ ০০৬২৬৭ ০০৬৫৯৬ ০০৪৪৭৩ ০১৩১০৪ ০০৬১২৬ ০০৫৮২৩ ০০৫৬১৭ ০০৬২৩৮ ০০৫৬৯৬ ০০৪৯২৩ ০০৬৭৭১ ০১৩৩২২ ০০৫০১০ ০০৫৬৫২ ০০৬৩৭৮ ০০৬৯৩০ ০০৫০৪৪ ০১২১৩৬ ০১৬২৩২ ০০৭৩২৪ ০০৪৪৭৭ ০১৬৮৪১ ০০৬১৪৮ ০০৬৫৪৮ ০০৩২৪৯ ০০৬৯০৭ ০১৪৯০৪ ০০৭১৬০ ০০৪৫৬৮ ০০৬২৮৬ ০০৬৮৮৫ ০১৩০৬৪ ০০৪৯০১ ০০৬৪৪১ ০০৪৩০৯ ০১৩২২৪ ০০৬২৯০ ০১২৩৫২ ০০৬৯১৪ ০১২৩৫২ ০০৬১৭১ ০০৬৪০৭ ০০২৬৮৭ ০০৫৭৮৬ ০০৬৩৫০ ০০৫৭৬৪ ০০৬৫২১ ০১৫৪৭৭ ০০৩৫৪৮ ০০৪০৮০ ০১৬৯৬৯ ০০২৬১০ ০০৭২১৮ ০০৪৫২৬	[147, 1564, 619, 1751]
header-venue: স্বাস্থ্য পরীক্ষা অনুষ্ঠিত হওয়ার স্থান	[1383, 146, 1521, 186]
venue-cell: জাতীয় অর্থোপেডিক হাসপাতাল ও পুনর্বাসন প্রতিষ্ঠান (নিটোর), ঢাকা	[619, 1004, 757, 1191]
reg-number-list: ০০৫৫১৯ ০১৫৪১৫ ০০৫৪৮২ ০০৫৪১২ ০০৬৯৪৩ ০০৬৩৫১ ০০৭২২৫ ০০৪৬১২ ০১৫১৪৮ ০০৭১৩২ ০০৭৯৪৯ ০০৫৪০৮ ০০৬৫২৯ ০১৪৭৬৮ ০০৫২৯৯ ০০৬৮৮৬ ০০৬৪৬৮ ০০৫৮০২ ০০৪৪১৮ ০০২৫৮৪ ০০৫০১৯ ০১৩০০৭ ০০৬৮৫৬ ০০৫৯৪৬ ০০৭০৬৯ ০০৪৮৬৬ ০০৪৫৫১ ০০৩২৫২ ০০৪৫৮১ ০০৬৮২৯ ০০৬২০৫ ০১২৬৪৭ ০১৪৭৩৩ ০০৭৭০০ ০০৩৩১৭ ০০৫১১৩ ০১৪৯৯৯ ০১২৯৫২ ০০৪২৯২ ০০৪১৮৩ ০০৭৩৮৫ ০০৭৪২২ ০০৬৫১৯ ০০৭৪৪৪ ০০৬৬৯৮ ০০৭৬২৯ ০০৬৯৬০ ০১৬২২০ ০০৫৪৫৭ ০১৪০৩২ ০০৭১১৮ ০০১৯২৩ ০০৫১৫৯ ০০৩৩৩৮ ০০৬৩৭৩ ০০৬২৬৭ ০০৬৫৯৬ ০০৪৪৭৩ ০১৩১০৪ ০০৬১২৬ ০০৫৮২৩ ০০৫৬১৭ ০০৬২৩৮ ০০৫৬৯৬ ০০৪৯২৩ ০০৬৭৭১ ০১৩৩২২ ০০৫০১০ ০০৫৬৫২ ০০৬৩৭৮ ০০৬৯৩০ ০০৫০৪৪ ০১২১৩৬ ০১৬২৩২ ০০৭৩২৪ ০০৪৪৭৭ ০১৬৮৪১ ০০৬১৪৮ ০০৬৫৪৮ ০০৩২৪৯ ০০৬৯০৭ ০১৪৯০৪ ০০৭১৬০ ০০৪৫৬৮ ০০৬২৮৬ ০০৬৮৮৫ ০১৩০৬৪ ০০৪৯০১ ০০৬৪৪১ ০০৪৩০৯ ০১৩২২৪ ০০৬২৯০ ০১২৩৫২ ০০৬৯১৪ ০১২৩৫২ ০০৬১৭১ ০০৬৪০৭ ০০২৬৮৭ ০০৫৭৮৬ ০০৬৩৫০ ০০৫৭৬৪ ০০৬৫২১ ০১৫৪৭৭ ০০৩৫৪৮ ০০৪০৮০ ০১৬৯৬৯ ০০২৬১০ ০০৭২১৮ ০০৪৫২৬	[911, 1355, 1383, 1518]
venue-cell: জাতীয় হৃদরোগ ইনস্টিটিউট ও হাসপাতাল, ঢাকা	[1383, 2008, 1521, 2171]
venue-cell: মুগদা মেডিকেল কলেজ হাসপাতাল, ঢাকা	[1383, 607, 1521, 818]
memo-date: তারিখ : ১৬-০৮-২০২০ইং	[618, 278, 743, 293]
header-venue: স্বাস্থ্য পরীক্ষা অনুষ্ঠিত হওয়ার স্থান	[619, 405, 757, 445]
reg-number-list: ০০৭৯১৬ ০০৬৪৫৭ ০০৫১১১ ০০৩০১৫ ০১২০০৬ ০১৪৭৪৯ ০০১৫৫৭ ০০২৯২৮ ০০২৩৮০ ০১৫২৬৬ ০০২৫৩৭ ০০৬৯১৬ ০০২১৯৭ ০০৫৭৮০ ০০৫৩৯৬ ০০৬৬৩৯ ০০৪৪৭৫ ০১৬২৩৫ ০০৬৩০৬ ০০৭০৮৯ ০০৪৭৮৫ ০১৪১৯৪ ০১৫৯৬৮ ০০৭১২৫ ০১৬১৫৬ ০০৫৬৯৯ ০০৩৪৬৩ ০১৫৯১৫ ০০৭৬২১ ০০১৫৪৫ ০০৫৬৯৩ ০০৫২৮৪ ০১৪১৫৮ ০০৪৯৭১ ০০৬৬৫৯ ০০৭২৯০ ০১২৬৫০ ০০৫০১৯ ০১৩৩০৩ ০১৬১১৬ ০০৬২১৯ ০০৬১১৫ ০১৩৯১৩ ০০৫৬৫১ ০০৭৮৬৮ ০০৪৯৮৪ ০০৫৯১৬ ০১৪৩৬০ ০০৬৭৭১ ০১২৫৪৮ ০০৭০০৭ ০০৬৯৮২ ০০৬৬১৮ ০১২৫৮২ ০০১৬২০ ০০৬৭৬৭ ০০৭৯৬৪ ০০৬৮৯৯ ০০৪৪০৪ ০০৫৮৭৮ ০০৬১৮২ ০১৩২৫১ ০১২৯৯৫ ০০৬৮১১ ০০২০০৫ ০০৫৫২৯ ০১৫৩৭৮ ০০৫৬৪২ ০০৭৭৮২ ০১৪৭৪৮ ০১৬৫৮২ ০১৬৩৫৭ ০০৫৮৭৭ ০০৪৯৯৫ ০০৬৮৭১ ০০৭১৩৫ ০০২৯৮৩ ০০৫৬৭১ ০১২৫৯০ ০১৩০৯০ ০০২৪৬৯ ০১২৭৬৬ ০০৫৭৩৮ ০০৪৯৮৮ ০০৫৬৪৭ ০০১৬০৭ ০১৩৭৬৫ ০০৪২৭১ ০০৫৬৩৪ ০০৩৫৫৬ ০০৭৯৫৭ ০০২৭৬০ ০১৫৭৬২ ০০৪১৫৭ ০১৩৭৫৫ ০০৬৫৮৯ ০১৬৫৪৫ ০০৭৩৯৯ ০০৬২৩৩ ০১৬১৩১ ০০৬৭১৮ ০১৪৪৮৮	[911, 1518, 1383, 1682]
left-column	[48, 143, 759, 2266]
venue-cell: জাতীয় অর্থোপেডিক হাসপাতাল ও পুনর্বাসন প্রতিষ্ঠান (নিটোর), ঢাকা	[1383, 186, 1521, 396]
notice-header	[50, 145, 757, 404]
venue-cell: ঢাকা মেডিকেল কলেজ হাসপাতাল, ঢাকা	[619, 445, 757, 631]
reg-number-list: ০১৫৪৮৮ ০১২০৫৯ ০০৬৩৮১ ০০৬১৯০ ০০৫১৮৭ ০১৫৫৯৬ ০১২৫১৯ ০০৭৬৩৬ ০০২৯২১ ০১৬৭৪২ ০০৬৭৮৯ ০০২৬৪৮ ০১৪৩৭৬ ০০৩৫২৫ ০০২৭৭৬ ০০৭৯৭৫ ০০৬৩৭২ ০১৪৫৫৩ ০১৩৯৩৬ ০০৫২৯৮ ০১৫৯৪৬ ০০৪৭২৬ ০০৬২৭৬ ০১৩৯১৬ ০০৭৯৭২ ০০৬৮৯৯ ০০৬৪৫৭ ০০৪২৬১ ০১২৫৩৯ ০০৬৯৪৪ ০০৭৯১২ ০১৪৬৭১ ০০৫৬৯৯ ০০৫৯৪৭ ০১৫৬৩৯ ০০২৯৩৬ ০০৬৯৫৯ ০১৫২৬৯ ০১৬৯৮৩ ০০৪১২২ ০১৫৬১৫ ০১৩৫৭১ ০০৫৪৭২ ০১৫৫৭৬ ০০৬৮৯৯ ০০৪৬৩৫ ০১৪৭৩৬ ০০৬১৬৬ ০১৫৪৯৬ ০০৭৬৫৮ ০০৪৬৫৬ ০০৬৬৯১ ০০৭৪৯৪ ০০৩৯৩৭ ০০৬২৭৫ ০১৫৫৫১ ০১৪৬৯১ ০০৫৯৬৩ ০০৬৫৪৫ ০০৫০৩৬ ০০৬৬৬২ ০০৭৭৭৭ ০১৬৯৪০ ০০৪৮৩২ ০১৫৭৯৩ ০০৫৭৪৫ ০০৫৯৪২ ০০৬৫৭৬ ০০৪৬৭১ ০০৪৫৮৩ ০১২৫৬৩ ০০৪৬৯৭ ০০৬৩২১ ০০৬৫১৫ ০১৫২৫৬ ০০৫৬৬৬ ০০৬৩২৪ ০০৭৯৩৩ ০০৫৬৯৫	[147, 2129, 619, 2318]
venue-cell: স্যার সলিমুল্লাহ মেডিকেল কলেজ মিটফোর্ড হাসপাতাল, ঢাকা	[1383, 1192, 1521, 1355]
government-name: গণপ্রজাতন্ত্রী বাংলাদেশ সরকার	[310, 162, 497, 179]
header-reg-numbers: পরীক্ষার ফলাফলের ভিত্তিতে সাময়িকভাবে নির্বাচিত প্রার্থীদের রেজিস্ট্রেশন নম্বর	[147, 405, 619, 445]
office-location: মহাখালী, ঢাকা	[359, 253, 449, 270]
continued-note: এরপর পৃষ্ঠা ৭	[1433, 2325, 1504, 2340]
venue-cell: শহীদ সোহরাওয়ার্দী হাসপাতাল, শের-ই-বাংলা নগর, ঢাকা	[1383, 396, 1521, 607]
reg-number-list: ০১২২১৬ ০০৭২১৪ ০০৬১২৪ ০১৪৯৯৫ ০০৫৩৩৯ ০০৬৬৪০ ০০৫৮২৬ ০০২৫১০ ০০৬৫২২ ০০৬৮৬২ ০০৬৫২৫ ০০৪৪১৯ ০০৫৮৬৭ ০০৭৮২৪ ০১২৬৭১ ০১৪৩১৬ ০০৫৩২৭ ০০৬৬১২ ০০৫৮১৫ ০০৬৭১৬ ০১৫৩৫২ ০০৫১৩৮ ০০৬০১২ ০১২৯৫৯ ০০৪৯২২ ০১২৮৪৬ ০০৬৩১৪ ০০৪৫২১ ০০৭৩৫৪ ০১৬১৩৭ ০০৩৬৫৯ ০০৭৫২০ ০১২৯৬৪ ০০৪৭৩৫ ০০৫৬৩০ ০০৪৮২৬ ০০৫০২০ ০১৩৬৭১ ০০৩৮৭১ ০০৫৯৫৫ ০১৫১৯২ ০০৬৭৫২ ০০৪৬৯১ ০০৩৪৬২ ০০৪৭৩৫ ০১২৪৮৬ ০০৬৩৮৭ ০০৫৬৩১ ০০৫৫৮২ ০০৭৫৯২ ০০৬৯৯৫ ০০৪৭৩৭ ০১২৫৪২ ০১৪৩৫৮ ০০৬৫১৫ ০০৩৯১৫ ০০৬৯৯৪ ০১৫৬২৭ ০১৩৬১৪ ০০৬১৭১ ০০৪৬৯৫ ০০৪৭৪১ ০০৫৬৯২ ০০৬৭২৫ ০১৩০৩৬ ০০৭১০৫ ০১৬১৩৯ ০১৩৫৬৪ ০০৬৭৪২ ০০৭৭১৫ ০১৪৩৮০ ০১৪৫৭২ ০১৫৬৭৯ ০০৬৭৪৪ ০০৬২৬০ ০০৪৯১৯ ০০৬৬২৬ ০১৫৬০৭ ০১৫৪৩২ ০০১৪২২ ০১৩৯৬৫ ০০৭১৮৮ ০০৬৭৫৮ ০০৬৯১৮ ০০৫৩২৭ ০০৪৬৪১ ০১৫৬২৪ ০০৬৯৮৬ ০১২২২৮	[147, 1004, 619, 1191]
header-date: স্বাস্থ্য পরীক্ষার দিন, তারিখ ও সময়	[51, 405, 147, 445]
schedule-table-right	[814, 145, 1521, 2171]
reg-number-list: ০০৪৭১৯ ০০৫৫৩৯ ০১২৫৩১ ০১৫৩৫১ ০০১৭৭০ ০১৫৫২২ ০০৭১২২ ০০৬৫৬৪ ০০৭৬৫৬ ০০২৭৫১ ০১৬৫২৫ ০০৫৯১৯ ০০৭২০২ ০০৮৯১৫ ০১৫৬৪৭ ০০৫৯৮২ ০০৫৯৭৫ ০০৫৭৯৭ ০০৩৩০০ ৭০০২৯৯ ০০৪২৬২ ০০৪৫৭০ ০০৪১৫৩ ০১২২১৫ ০১৫৬৪৫ ০১২৫৬৮ ০০৬৬৪৫ ০১৬২৫০ ০১৬৬১০ ০১৬৪৯৯ ০১২৫৫৮ ০১৬১৫৫ ০০৩৫১৫ ০০৫৫৩৯ ০০৪১১২ ০০৭৭৭৮ ০০৪৯৫৭ ০০৬৮৯৯ ০০৬১১৭ ০০৬৭৫৮ ০১৪৮৬৭ ০০৬৯৫৫ ০০৫৫৬৮ ০০৬৬৬৮ ০১১৫৭৫ ০০৫৭৫৮ ০০৫৯৬৫ ০০২৭৯৯ ০০৬৯৯৯ ০০৬৩৪২ ০১৫৬৫৫ ০০৫৭০৬ ০০৫৫৬১ ০১৪৯১২ ০১৪৯৫৫ ০০৫৮০৫ ০০৬৭২৯ ০১৬৫৪৭ ০১৩৪৭ ০০৬১৮৬ ০১১৭৬৫ ০০৯৬৫৩ ০০৬৮৮৭ ০১৫৪৮৭ ০১০০৫১ ০১৬৬৭৮ ০০৫৪৫৮ ০০৬৯২৯ ০১৫২৩৩ ০০৬১৯১ ০১১১৮৬ ০০৬৩৩৮ ০০৭০১৯ ০০৭৫৬৫ ০০৩৯৭৯ ০০৭৫৫৫ ০১৩২৫৫ ০০৫৯৫৩ ০১৫৭৭৯ ০০৭৫০৫ ০০৫৭৭৯ ০১৫৯৯৬ ০১৬৯১১ ০১৫৬৮৯ ০০৬৬২৯ ০১৫৬৯৬ ০০৭৩০৩ ০০৬৩২২ ০০৬১১৮ ০০৫৬৬১ ০০৫৮১১ ০১৪২১৭ ০১১১৩৬ ০০৬৮১৯ ০০৭২৯৮ ০১৬২২৫ ০০৩৯৫৭ ০০৭১১২ ০১৬১৩৬ ০০৫১৯৯ ০০৭৬৬২ ০১২০৬২ ০১৬৬৬৯ ০০২৭২৫ ০১৫১৩৩ ০০৩৩০৫ ০০৬৩৮১ ০১৩৯২১ ০০৮৯৬১ ০১২৬৭৭ ০০৪৭৫৬ ০০৬২৯৬	[147, 445, 619, 631]
department-title: স্বাস্থ্য অধিদপ্তর	[296, 186, 511, 229]
venue-cell: জাতীয় বক্ষ ব্যাধি ইনস্টিটিউট ও হাসপাতাল, মহাখালী, ঢাকা	[1383, 1355, 1521, 1518]
notice-body: সকলের অবগতির জন্য জানানো যাইতেছে যে, ৫০৫৪ জন নব-যোগদানকৃত সিনিয়র স্টাফ নার্সদের স্বাস্থ্য পরীক্ষার জন্য নিম্নোক্ত সময়সূচী অনুযায়ী স্বাস্থ্য অধিদপ্তর কর্তৃক গঠিত সংশ্লিষ্ট মেডিকেল বোর্ডের সম্মুখে উপস্থিত হইতে হইবে।	[61, 338, 725, 366]
logo-tagline: বাংলাদেশের সর্বাধিক প্রচারিত দৈনিক	[1258, 73, 1375, 82]
right-column	[812, 143, 1523, 2173]
newspaper-logo: বাংলাদেশপ্রতিদিন	[1236, 86, 1508, 131]
section-name: হাসপাতাল ও ক্লিনিক সমূহ	[325, 232, 482, 249]
venue-cell: জাতীয় অর্থোপেডিক হাসপাতাল ও পুনর্বাসন প্রতিষ্ঠান (নিটোর), ঢাকা	[1383, 1518, 1521, 1682]
page-number-badge: ৬	[350, 76, 567, 123]
reg-number-list: ০১৫৪৮৮ ০১২০৫৯ ০০৬৩৮১ ০০৬১৯০ ০০৫১৮৭ ০১৫৫৯৬ ০১২৫১৯ ০০৭৬৩৬ ০০২৯২১ ০১৬৭৪২ ০০৬৭৮৯ ০০২৬৪৮ ০১৪৩৭৬ ০০৩৫২৫ ০০২৭৭৬ ০০৭৯৭৫ ০০৬৩৭২ ০১৪৫৫৩ ০১৩৯৩৬ ০০৫২৯৮ ০১৫৯৪৬ ০০৪৭২৬ ০০৬২৭৬ ০১৩৯১৬ ০০৭৯৭২ ০০৬৮৯৯ ০০৬৪৫৭ ০০৪২৬১ ০১২৫৩৯ ০০৬৯৪৪ ০০৭৯১২ ০১৪৬৭১ ০০৫৬৯৯ ০০৫৯৪৭ ০১৫৬৩৯ ০০২৯৩৬ ০০৬৯৫৯ ০১৫২৬৯ ০১৬৯৮৩ ০০৪১২২ ০১৫৬১৫ ০১৩৫৭১ ০০৫৪৭২ ০১৫৫৭৬ ০০৬৮৯৯ ০০৪৬৩৫ ০১৪৭৩৬ ০০৬১৬৬ ০১৫৪৯৬ ০০৭৬৫৮ ০০৪৬৫৬ ০০৬৬৯১ ০০৭৪৯৪ ০০৩৯৩৭ ০০৬২৭৫ ০১৫৫৫১ ০১৪৬৯১ ০০৫৯৬৩ ০০৬৫৪৫ ০০৫০৩৬ ০০৬৬৬২ ০০৭৭৭৭ ০১৬৯৪০ ০০৪৮৩২ ০১৫৭৯৩ ০০৫৭৪৫ ০০৫৯৪২ ০০৬৫৭৬ ০০৪৬৭১ ০০৪৫৮৩ ০১২৫৬৩ ০০৪৬৯৭ ০০৬৩২১ ০০৬৫১৫ ০১৫২৫৬ ০০৫৬৬৬ ০০৬৩২৪ ০০৭৯৩৩ ০০৫৬৯৫	[911, 1845, 1383, 2008]
masthead-rule	[48, 126, 1077, 129]
